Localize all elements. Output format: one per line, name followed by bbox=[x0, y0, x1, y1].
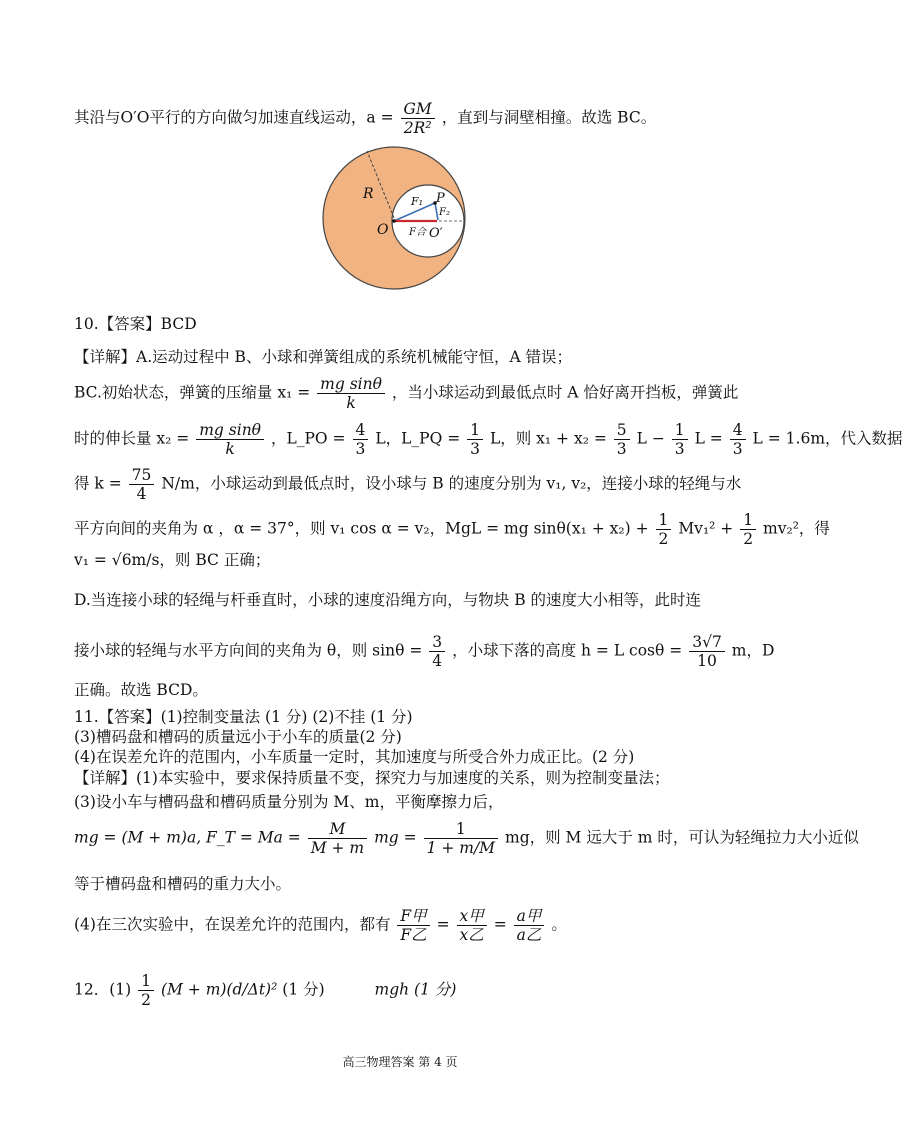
text: 10.【答案】BCD bbox=[74, 315, 197, 333]
line-1 bbox=[74, 100, 740, 137]
fraction bbox=[689, 633, 725, 670]
label-o: O bbox=[377, 222, 389, 238]
fraction bbox=[317, 375, 385, 412]
numerator: 75 bbox=[129, 466, 155, 485]
q11-detail-4: (4)在三次实验中，在误差允许的范围内，都有 $\frac{\text{F甲}}{\text{F乙}}$ = $\frac{\text{x甲}}{\text{x乙}}$ = $\frac{\text{a甲}}{\text{a乙}}$ 。 bbox=[74, 907, 567, 944]
fraction bbox=[656, 511, 672, 548]
numerator: 1 bbox=[467, 421, 483, 440]
text: mg = (M + m)a, F_T = Ma = bbox=[74, 828, 301, 847]
numerator: 4 bbox=[353, 421, 369, 440]
q11-formula-line bbox=[74, 820, 859, 857]
text: 。 bbox=[551, 915, 567, 934]
q11-detail-2 bbox=[74, 790, 740, 814]
point-o bbox=[392, 219, 396, 223]
text: L，则 x₁ + x₂ = bbox=[489, 429, 607, 448]
denominator: 3 bbox=[470, 440, 481, 458]
text: (3)槽码盘和槽码的质量远小于小车的质量(2 分) bbox=[74, 728, 402, 746]
denominator: 3 bbox=[732, 440, 743, 458]
fraction bbox=[614, 421, 630, 458]
numerator: 3 bbox=[429, 633, 445, 652]
text: L = bbox=[694, 429, 723, 448]
q10-detail-a bbox=[74, 345, 740, 369]
label-f2: F₂ bbox=[439, 207, 450, 218]
numerator: 3√7 bbox=[689, 633, 725, 652]
text: ，直到与洞壁相撞。故选 BC。 bbox=[441, 108, 657, 127]
page-footer: 高三物理答案 第 4 页 bbox=[342, 1055, 458, 1069]
numerator: 1 bbox=[656, 511, 672, 530]
text: ，当小球运动到最低点时 A 恰好离开挡板，弹簧此 bbox=[391, 383, 739, 402]
denominator: 10 bbox=[697, 652, 717, 670]
fraction bbox=[457, 907, 487, 944]
text: mg，则 M 远大于 m 时，可认为轻绳拉力大小近似 bbox=[505, 828, 859, 847]
denominator: 1 + m/M bbox=[426, 839, 496, 857]
q12-line bbox=[74, 972, 740, 1009]
text: (3)设小车与槽码盘和槽码质量分别为 M、m，平衡摩擦力后， bbox=[74, 793, 504, 811]
numerator: a甲 bbox=[514, 907, 545, 926]
denominator: a乙 bbox=[516, 926, 542, 944]
denominator: 2R² bbox=[403, 119, 432, 137]
denominator: 3 bbox=[674, 440, 685, 458]
fraction bbox=[429, 633, 445, 670]
text: m，D bbox=[731, 641, 775, 660]
q10-answer bbox=[74, 312, 740, 336]
numerator: 1 bbox=[740, 511, 756, 530]
denominator: 4 bbox=[136, 485, 147, 503]
text: ，小球下落的高度 h = L cosθ = bbox=[452, 641, 683, 660]
q10-bc-line2 bbox=[74, 421, 903, 458]
text: ，L_PO = bbox=[270, 429, 346, 448]
label-o2: O′ bbox=[429, 226, 443, 241]
denominator: 3 bbox=[355, 440, 366, 458]
label-r: R bbox=[363, 186, 374, 202]
denominator: 2 bbox=[658, 530, 669, 548]
denominator: 3 bbox=[616, 440, 627, 458]
denominator: x乙 bbox=[459, 926, 484, 944]
fraction bbox=[672, 421, 688, 458]
q10-d-line2 bbox=[74, 633, 775, 670]
text: 时的伸长量 x₂ = bbox=[74, 429, 190, 448]
denominator: 2 bbox=[743, 530, 754, 548]
text: v₁ = √6m/s，则 BC 正确； bbox=[74, 551, 271, 569]
text: D.当连接小球的轻绳与杆垂直时，小球的速度沿绳方向，与物块 B 的速度大小相等，此时连 bbox=[74, 591, 702, 609]
text: L，L_PQ = bbox=[375, 429, 461, 448]
numerator: 1 bbox=[672, 421, 688, 440]
numerator: mg sinθ bbox=[196, 421, 264, 440]
fraction bbox=[401, 100, 435, 137]
q11-detail-1 bbox=[74, 766, 740, 790]
text: 【详解】(1)本实验中，要求保持质量不变，探究力与加速度的关系，则为控制变量法； bbox=[74, 769, 670, 787]
denominator: 2 bbox=[141, 991, 151, 1009]
q11-detail-3 bbox=[74, 872, 740, 896]
q10-bc-line3 bbox=[74, 466, 740, 503]
text: Mv₁² + bbox=[678, 519, 734, 538]
fraction bbox=[353, 421, 369, 458]
numerator: 1 bbox=[424, 820, 499, 839]
text: 12．(1) bbox=[74, 980, 132, 999]
text: 【详解】A.运动过程中 B、小球和弹簧组成的系统机械能守恒，A 错误； bbox=[74, 348, 573, 366]
text: mg = bbox=[374, 828, 417, 847]
fraction bbox=[397, 907, 429, 944]
q10-d-line3 bbox=[74, 678, 740, 702]
denominator: 4 bbox=[432, 652, 443, 670]
text: 平方向间的夹角为 α ，α = 37°，则 v₁ cos α = v₂，MgL = mg sinθ(x₁ + x₂) + bbox=[74, 519, 649, 538]
text: 11.【答案】(1)控制变量法 (1 分) (2)不挂 (1 分) bbox=[74, 708, 413, 726]
text: 得 k = bbox=[74, 474, 122, 493]
numerator: M bbox=[308, 820, 367, 839]
fraction bbox=[514, 907, 545, 944]
numerator: F甲 bbox=[397, 907, 429, 926]
text: BC.初始状态，弹簧的压缩量 x₁ = bbox=[74, 383, 311, 402]
text: L − bbox=[636, 429, 665, 448]
text: 其沿与O′O平行的方向做匀加速直线运动，a = bbox=[74, 108, 394, 127]
fraction bbox=[424, 820, 499, 857]
fraction bbox=[467, 421, 483, 458]
fraction bbox=[129, 466, 155, 503]
numerator: 4 bbox=[730, 421, 746, 440]
numerator: 1 bbox=[138, 972, 154, 991]
fraction bbox=[196, 421, 264, 458]
fraction bbox=[308, 820, 367, 857]
q10-d-line1 bbox=[74, 588, 740, 612]
numerator: 5 bbox=[614, 421, 630, 440]
fraction bbox=[740, 511, 756, 548]
numerator: GM bbox=[401, 100, 435, 119]
numerator: mg sinθ bbox=[317, 375, 385, 394]
label-fhe: F合 bbox=[409, 227, 426, 238]
text: mv₂²，得 bbox=[763, 519, 830, 538]
cavity-diagram bbox=[325, 143, 475, 291]
denominator: F乙 bbox=[400, 926, 427, 944]
text: 接小球的轻绳与水平方向间的夹角为 θ，则 sinθ = bbox=[74, 641, 423, 660]
q10-bc-line1 bbox=[74, 375, 740, 412]
label-p: P bbox=[436, 191, 445, 206]
text: 等于槽码盘和槽码的重力大小。 bbox=[74, 875, 292, 893]
text: (4)在误差允许的范围内，小车质量一定时，其加速度与所受合外力成正比。(2 分) bbox=[74, 748, 635, 766]
text: L = 1.6m，代入数据 bbox=[752, 429, 903, 448]
text: mgh (1 分) bbox=[374, 980, 457, 999]
formula: (M + m)(d/Δt)² bbox=[160, 980, 278, 999]
denominator: k bbox=[346, 394, 356, 412]
text: (4)在三次实验中，在误差允许的范围内，都有 bbox=[74, 915, 391, 934]
text: 正确。故选 BCD。 bbox=[74, 681, 208, 699]
denominator: k bbox=[225, 440, 235, 458]
text: (1 分) bbox=[282, 980, 325, 999]
denominator: M + m bbox=[310, 839, 365, 857]
fraction bbox=[730, 421, 746, 458]
q10-bc-line4 bbox=[74, 511, 830, 548]
fraction bbox=[138, 972, 154, 1009]
q10-bc-line5 bbox=[74, 548, 740, 572]
numerator: x甲 bbox=[457, 907, 487, 926]
label-f1: F₁ bbox=[411, 195, 424, 208]
text: N/m，小球运动到最低点时，设小球与 B 的速度分别为 v₁, v₂，连接小球的轻绳与水 bbox=[161, 474, 742, 493]
